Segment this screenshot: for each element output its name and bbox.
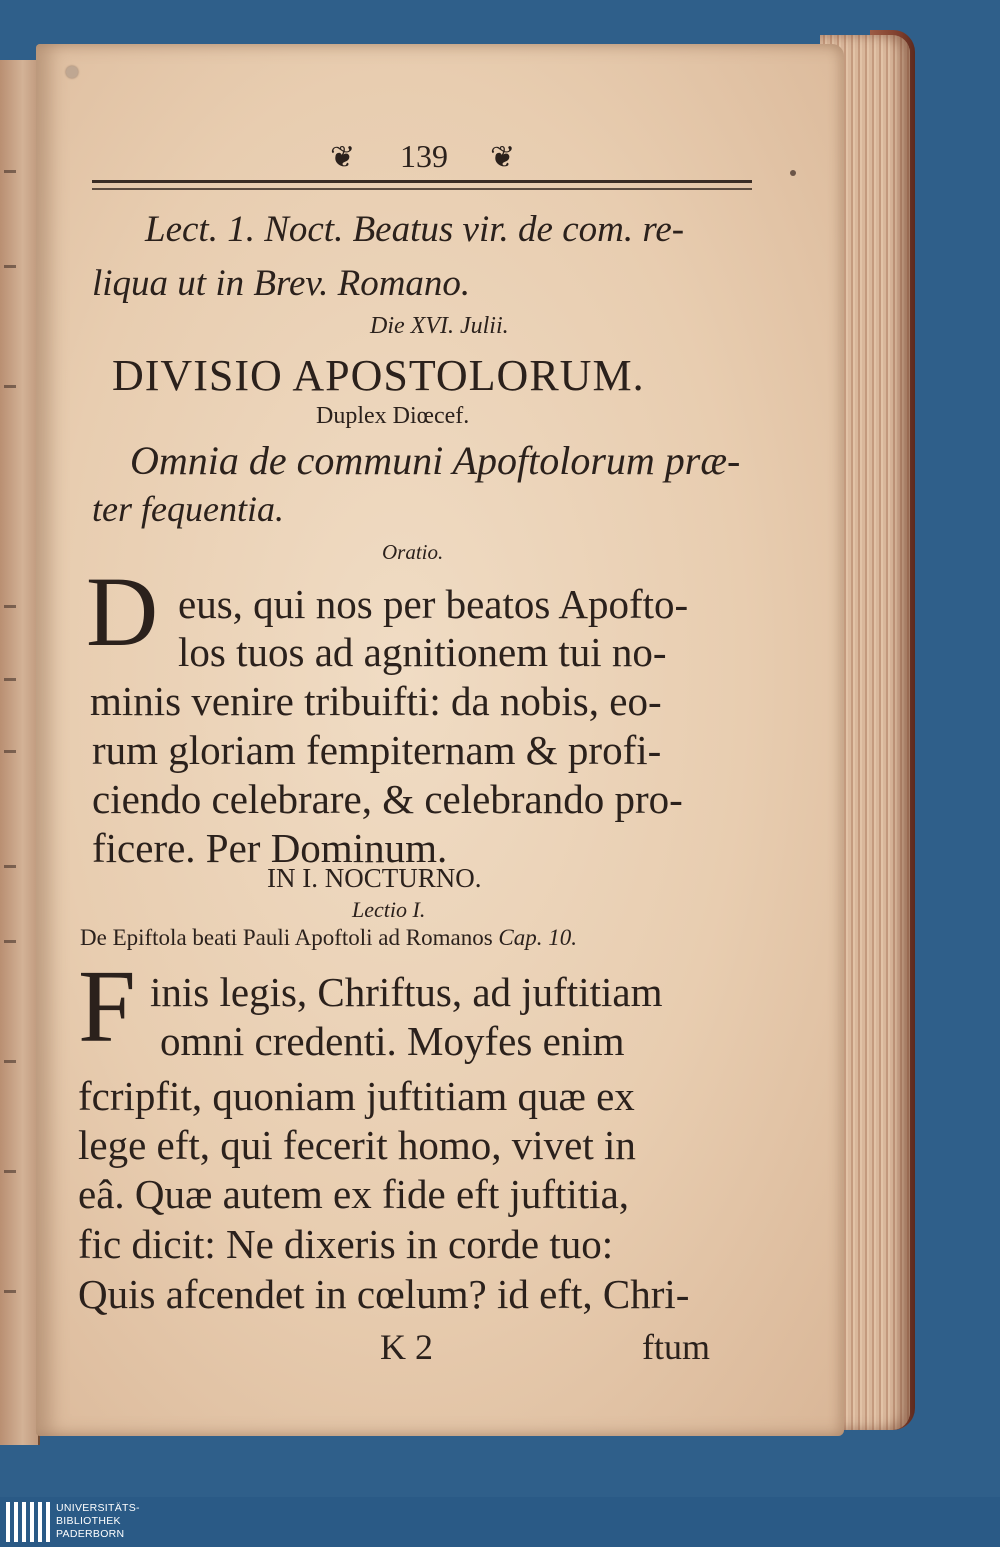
- lection-reference-continuation: liqua ut in Brev. Romano.: [92, 263, 471, 304]
- binding-hole: [66, 66, 78, 78]
- nocturn-heading: IN I. NOCTURNO.: [267, 863, 482, 893]
- logo-line: BIBLIOTHEK: [56, 1515, 121, 1527]
- prayer-line: ciendo celebrare, & celebrando pro-: [92, 776, 683, 822]
- reading-line: omni credenti. Moyfes enim: [160, 1018, 625, 1064]
- logo-line: UNIVERSITÄTS-: [56, 1502, 140, 1514]
- header-rule-secondary: [92, 188, 752, 190]
- prayer-line: los tuos ad agnitionem tui no-: [178, 629, 667, 675]
- library-logo-text: [56, 1502, 140, 1541]
- reading-line: inis legis, Chriftus, ad juftitiam: [150, 969, 663, 1015]
- lectio-label: Lectio I.: [352, 897, 426, 922]
- prayer-line: rum gloriam fempiternam & profi-: [92, 727, 662, 773]
- fleuron-left-icon: ❦: [330, 141, 356, 174]
- fleuron-right-icon: ❦: [490, 141, 516, 174]
- epistle-heading: [80, 925, 577, 951]
- header-rule: [92, 180, 752, 183]
- epistle-source: De Epiftola beati Pauli Apoftoli ad Romanos: [80, 925, 493, 950]
- page-number: 139: [400, 138, 448, 174]
- signature-mark: K 2: [380, 1327, 433, 1367]
- lection-reference-line: Lect. 1. Noct. Beatus vir. de com. re-: [145, 209, 685, 250]
- oratio-label: Oratio.: [382, 540, 444, 564]
- reading-drop-cap: F: [78, 949, 136, 1064]
- logo-line: PADERBORN: [56, 1528, 125, 1540]
- library-logo-icon: [6, 1502, 50, 1542]
- prayer-line: eus, qui nos per beatos Apofto-: [178, 581, 689, 627]
- chapter-reference: Cap. 10.: [498, 925, 577, 950]
- reading-line: Quis afcendet in cœlum? id eft, Chri-: [78, 1271, 690, 1317]
- feast-rank: Duplex Diœcef.: [316, 403, 470, 429]
- rubric-line: Omnia de communi Apoftolorum præ-: [130, 438, 741, 483]
- prayer-line: ficere. Per Dominum.: [92, 825, 448, 871]
- prayer-line: minis venire tribuifti: da nobis, eo-: [90, 678, 662, 724]
- reading-line: lege eft, qui fecerit homo, vivet in: [78, 1122, 636, 1168]
- ink-speck: [790, 170, 796, 176]
- page-header: [330, 138, 550, 178]
- reading-line: eâ. Quæ autem ex fide eft juftitia,: [78, 1171, 630, 1217]
- catchword: ftum: [642, 1327, 710, 1367]
- feast-title: DIVISIO APOSTOLORUM.: [112, 351, 645, 400]
- reading-line: fcripfit, quoniam juftitiam quæ ex: [78, 1073, 635, 1119]
- footer-bar: [0, 1497, 1000, 1547]
- reading-line: fic dicit: Ne dixeris in corde tuo:: [78, 1221, 614, 1267]
- feast-date: Die XVI. Julii.: [370, 313, 509, 339]
- previous-page-edge: [0, 60, 40, 1445]
- prayer-drop-cap: D: [86, 556, 159, 667]
- rubric-continuation: ter fequentia.: [92, 489, 284, 529]
